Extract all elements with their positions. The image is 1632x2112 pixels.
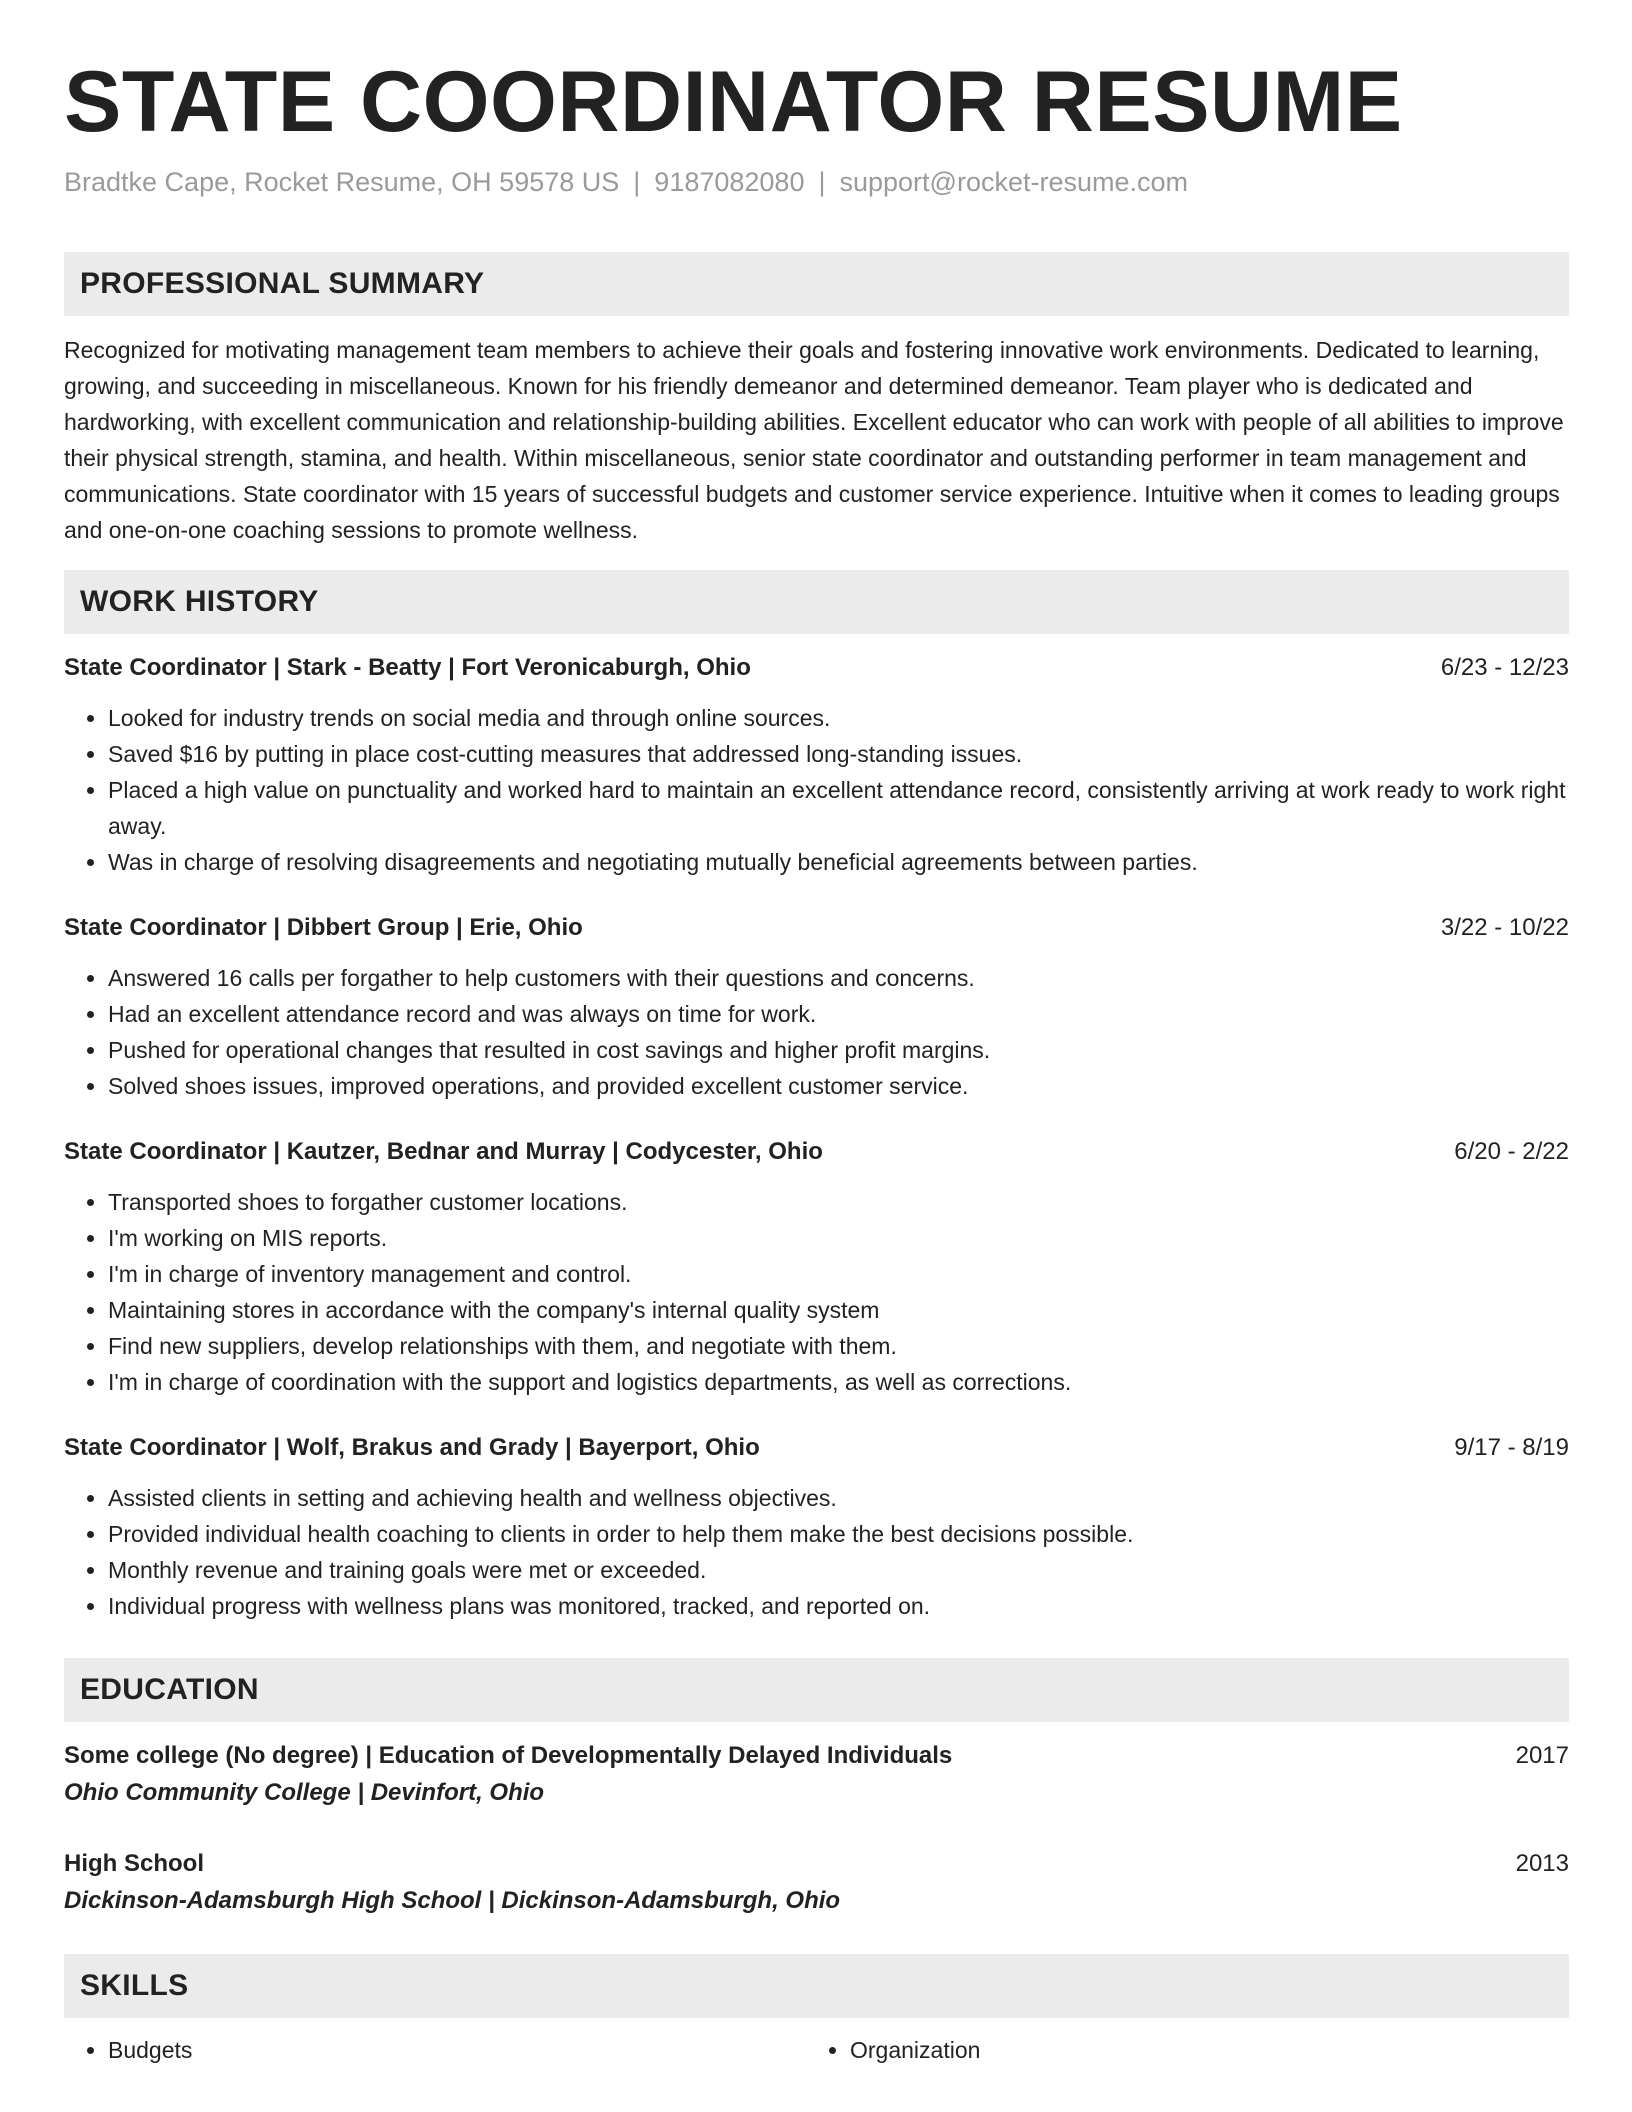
job-entry <box>64 910 1569 1104</box>
job-title: State Coordinator | Wolf, Brakus and Grady | Bayerport, Ohio <box>64 1434 760 1461</box>
summary-heading: PROFESSIONAL SUMMARY <box>64 252 1569 316</box>
skill-item: • Organization <box>850 2032 1548 2068</box>
education-degree: High School <box>64 1850 204 1877</box>
education-year: 2017 <box>1515 1742 1569 1769</box>
job-bullet: • Monthly revenue and training goals were met or exceeded. <box>108 1552 1569 1588</box>
job-dates: 6/23 - 12/23 <box>1440 654 1569 681</box>
job-title: State Coordinator | Kautzer, Bednar and Murray | Codycester, Ohio <box>64 1138 823 1165</box>
job-entry <box>64 1134 1569 1400</box>
skills-heading: SKILLS <box>64 1954 1569 2018</box>
job-bullets <box>64 960 1569 1104</box>
job-bullet: • Maintaining stores in accordance with the company's internal quality system <box>108 1292 1569 1328</box>
education-school: Ohio Community College | Devinfort, Ohio <box>64 1779 545 1806</box>
education-entry <box>64 1846 1569 1920</box>
contact-line <box>64 162 1569 202</box>
job-bullet: • Provided individual health coaching to clients in order to help them make the best decisions possible. <box>108 1516 1569 1552</box>
summary-text: Recognized for motivating management team members to achieve their goals and fostering innovative work environments. Dedicated to learning, growing, and succeeding in miscellaneous. Known for his friendly demeanor and determined demeanor. Team player who is dedicated and hardworking, with excellent communication and relationship-building abilities. Excellent educator who can work with people of all abilities to improve their physical strength, stamina, and health. Within miscellaneous, senior state coordinator and outstanding performer in team management and communications. State coordinator with 15 years of successful budgets and customer service experience. Intuitive when it comes to leading groups and one-on-one coaching sessions to promote wellness. <box>64 337 1564 543</box>
job-dates: 9/17 - 8/19 <box>1454 1434 1569 1461</box>
work-history-list <box>64 650 1569 1624</box>
job-bullet: • Transported shoes to forgather customer locations. <box>108 1184 1569 1220</box>
job-bullet: • Answered 16 calls per forgather to help customers with their questions and concerns. <box>108 960 1569 996</box>
job-header <box>64 650 1569 686</box>
education-degree: Some college (No degree) | Education of Developmentally Delayed Individuals <box>64 1742 953 1769</box>
job-bullet: • I'm working on MIS reports. <box>108 1220 1569 1256</box>
job-bullets <box>64 700 1569 880</box>
contact-separator: | <box>818 167 826 197</box>
work-history-heading: WORK HISTORY <box>64 570 1569 634</box>
job-bullet: • Find new suppliers, develop relationships with them, and negotiate with them. <box>108 1328 1569 1364</box>
education-entry <box>64 1738 1569 1812</box>
job-bullet: • Placed a high value on punctuality and worked hard to maintain an excellent attendance record, consistently arriving at work ready to work right away. <box>108 772 1569 844</box>
job-bullet: • Pushed for operational changes that resulted in cost savings and higher profit margins. <box>108 1032 1569 1068</box>
job-bullet: • Assisted clients in setting and achieving health and wellness objectives. <box>108 1480 1569 1516</box>
job-bullet: • I'm in charge of inventory management and control. <box>108 1256 1569 1292</box>
job-entry <box>64 1430 1569 1624</box>
contact-address: Bradtke Cape, Rocket Resume, OH 59578 US <box>64 167 620 197</box>
education-header <box>64 1738 1569 1774</box>
job-dates: 6/20 - 2/22 <box>1454 1138 1569 1165</box>
resume-title: STATE COORDINATOR RESUME <box>64 54 1403 150</box>
job-bullet: • Solved shoes issues, improved operations, and provided excellent customer service. <box>108 1068 1569 1104</box>
education-list <box>64 1738 1569 1920</box>
job-bullets <box>64 1480 1569 1624</box>
job-title: State Coordinator | Stark - Beatty | Fort Veronicaburgh, Ohio <box>64 654 751 681</box>
skills-column <box>806 2032 1548 2068</box>
job-entry <box>64 650 1569 880</box>
education-school: Dickinson-Adamsburgh High School | Dickinson-Adamsburgh, Ohio <box>64 1887 841 1914</box>
contact-separator: | <box>633 167 641 197</box>
education-heading: EDUCATION <box>64 1658 1569 1722</box>
skills-column <box>64 2032 806 2068</box>
skills-list <box>64 2032 1569 2068</box>
job-bullet: • Was in charge of resolving disagreements and negotiating mutually beneficial agreements between parties. <box>108 844 1569 880</box>
job-header <box>64 910 1569 946</box>
job-bullet: • Individual progress with wellness plans was monitored, tracked, and reported on. <box>108 1588 1569 1624</box>
contact-email: support@rocket-resume.com <box>839 167 1189 197</box>
job-bullet: • Had an excellent attendance record and was always on time for work. <box>108 996 1569 1032</box>
job-header <box>64 1430 1569 1466</box>
job-header <box>64 1134 1569 1170</box>
job-bullets <box>64 1184 1569 1400</box>
contact-phone: 9187082080 <box>654 167 805 197</box>
education-year: 2013 <box>1515 1850 1569 1877</box>
education-header <box>64 1846 1569 1882</box>
job-bullet: • Looked for industry trends on social media and through online sources. <box>108 700 1569 736</box>
job-title: State Coordinator | Dibbert Group | Erie, Ohio <box>64 914 583 941</box>
skill-item: • Budgets <box>108 2032 806 2068</box>
job-dates: 3/22 - 10/22 <box>1440 914 1569 941</box>
job-bullet: • Saved $16 by putting in place cost-cutting measures that addressed long-standing issues. <box>108 736 1569 772</box>
job-bullet: • I'm in charge of coordination with the support and logistics departments, as well as corrections. <box>108 1364 1569 1400</box>
